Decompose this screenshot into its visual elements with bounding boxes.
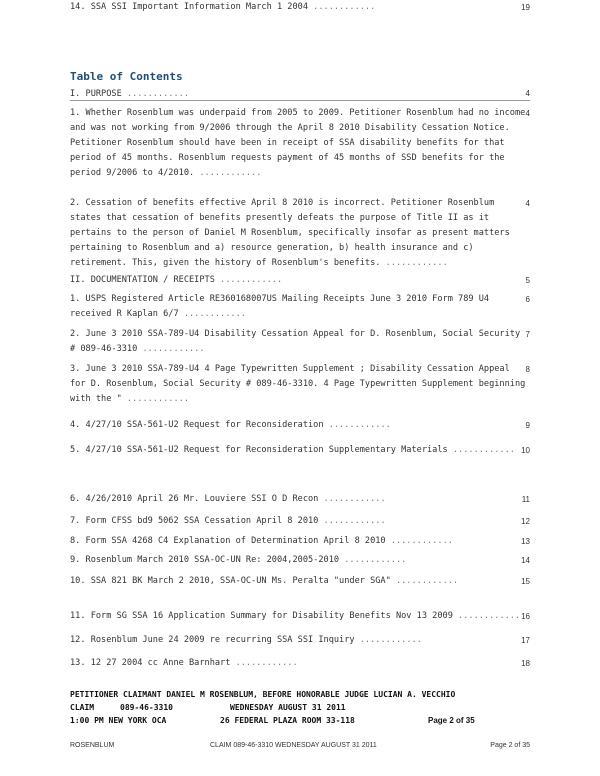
hearing-location: 26 FEDERAL PLAZA ROOM 33-118 (220, 716, 355, 725)
toc-page-number: 7 (525, 330, 530, 339)
toc-page-number: 12 (521, 517, 530, 526)
toc-leader-dots: ............ (390, 576, 459, 586)
toc-entry-text: II. DOCUMENTATION / RECEIPTS (70, 275, 215, 285)
toc-entry-text: 11. Form SG SSA 16 Application Summary for Disability Benefits Nov 13 2009 (70, 611, 453, 621)
toc-entry[interactable] (70, 553, 530, 568)
toc-entry-text: 10. SSA 821 BK March 2 2010, SSA-OC-UN Ms. Peralta "under SGA" (70, 576, 391, 586)
toc-leader-dots: ............ (380, 258, 448, 268)
toc-entry[interactable] (70, 656, 530, 671)
toc-entry[interactable] (70, 443, 530, 458)
toc-entry[interactable] (70, 362, 530, 407)
claim-label: CLAIM (70, 703, 95, 712)
toc-entry[interactable] (70, 534, 530, 549)
toc-entry-text: 9. Rosenblum March 2010 SSA-OC-UN Re: 2004,2005-2010 (70, 555, 340, 565)
toc-leader-dots: ............ (230, 658, 298, 668)
toc-leader-dots: ............ (354, 635, 422, 645)
toc-entry-text: 5. 4/27/10 SSA-561-U2 Request for Reconsideration Supplementary Materials (70, 445, 448, 455)
toc-page-number: 10 (521, 446, 530, 455)
header-block (70, 690, 530, 725)
toc-page-number: 14 (521, 556, 530, 565)
toc-page-number: 13 (521, 537, 530, 546)
toc-page-number: 16 (521, 612, 530, 621)
toc-leader-dots: ............ (214, 275, 283, 285)
toc-title: Table of Contents (70, 70, 183, 83)
toc-page-number: 18 (521, 659, 530, 668)
toc-entry-text: 12. Rosenblum June 24 2009 re recurring SSA SSI Inquiry (70, 635, 355, 645)
toc-entry-text: 8. Form SSA 4268 C4 Explanation of Determination April 8 2010 (70, 536, 386, 546)
toc-entry[interactable] (70, 88, 530, 101)
toc-entry[interactable] (70, 492, 530, 507)
toc-entry-text: 6. 4/26/2010 April 26 Mr. Louviere SSI O D Recon (70, 494, 319, 504)
toc-entry-text: I. PURPOSE (70, 89, 122, 99)
toc-leader-dots: ............ (323, 420, 391, 430)
toc-leader-dots: ............ (121, 89, 190, 99)
toc-entry[interactable] (70, 0, 530, 15)
footer-center: CLAIM 089-46-3310 WEDNESDAY AUGUST 31 2011 (210, 742, 377, 749)
toc-leader-dots: ............ (318, 516, 386, 526)
toc-entry-text: 14. SSA SSI Important Information March 1 2004 (70, 2, 308, 12)
footer-left: ROSENBLUM (70, 742, 115, 749)
toc-entry[interactable] (70, 273, 530, 288)
petitioner-line: PETITIONER CLAIMANT DANIEL M ROSENBLUM, BEFORE HONORABLE JUDGE LUCIAN A. VECCHIO (70, 690, 456, 699)
toc-page-number: 15 (521, 577, 530, 586)
toc-leader-dots: ............ (178, 309, 246, 319)
toc-leader-dots: ............ (137, 344, 205, 354)
toc-entry[interactable] (70, 196, 530, 271)
hearing-time: 1:00 PM NEW YORK OCA (70, 716, 167, 725)
toc-page-number: 19 (521, 3, 530, 12)
page-label: Page 2 of 35 (428, 716, 475, 725)
toc-page-number: 8 (525, 365, 530, 374)
toc-page-number: 4 (525, 89, 530, 98)
toc-entry-text: 2. June 3 2010 SSA-789-U4 Disability Cessation Appeal for D. Rosenblum, Social Security # 089-46-3310 (70, 329, 521, 354)
hearing-date: WEDNESDAY AUGUST 31 2011 (230, 703, 346, 712)
toc-entry-text: 4. 4/27/10 SSA-561-U2 Request for Reconsideration (70, 420, 324, 430)
toc-entry[interactable] (70, 106, 530, 181)
toc-page-number: 5 (525, 276, 530, 285)
toc-leader-dots: ............ (194, 168, 262, 178)
toc-entry-text: 13. 12 27 2004 cc Anne Barnhart (70, 658, 231, 668)
toc-entry[interactable] (70, 292, 530, 322)
claim-number: 089-46-3310 (120, 703, 173, 712)
toc-leader-dots: ............ (452, 611, 521, 621)
toc-page-number: 4 (525, 109, 530, 118)
toc-leader-dots: ............ (339, 555, 407, 565)
toc-page-number: 11 (521, 495, 530, 504)
toc-entry[interactable] (70, 418, 530, 433)
toc-leader-dots: ............ (318, 494, 386, 504)
toc-entry[interactable] (70, 609, 530, 624)
toc-entry-text: 2. Cessation of benefits effective April 8 2010 is incorrect. Petitioner Rosenblum states that cessation of benefits presently defeats the purpose of Title II as it pertains to the person of Daniel M Rosenblum, specifically insofar as present matters pertaining to Rosenblum and a) resource generation, b) health insurance and c) retirement. This, given the history of Rosenblum's benefits. (70, 198, 510, 268)
toc-leader-dots: ............ (308, 2, 376, 12)
toc-page-number: 17 (521, 636, 530, 645)
footer-right: Page 2 of 35 (490, 742, 530, 749)
toc-entry-text: 1. USPS Registered Article RE360168007US Mailing Receipts June 3 2010 Form 789 U4 received R Kaplan 6/7 (70, 294, 490, 319)
toc-entry[interactable] (70, 514, 530, 529)
toc-entry[interactable] (70, 633, 530, 648)
toc-entry[interactable] (70, 574, 530, 589)
toc-leader-dots: ............ (447, 445, 515, 455)
toc-entry-text: 3. June 3 2010 SSA-789-U4 4 Page Typewritten Supplement ; Disability Cessation Appeal for D. Rosenblum, Social Security # 089-46-3310. 4 Page Typewritten Supplement beginning with the " (70, 364, 526, 404)
toc-entry-text: 1. Whether Rosenblum was underpaid from 2005 to 2009. Petitioner Rosenblum had no income and was not working from 9/2006 through the April 8 2010 Disability Cessation Notice. Petitioner Rosenblum should have been in receipt of SSA disability benefits for that period of 45 months. Rosenblum requests payment of 45 months of SSD benefits for the period 9/2006 to 4/2010. (70, 108, 526, 178)
toc-leader-dots: ............ (121, 394, 190, 404)
toc-page-number: 9 (525, 421, 530, 430)
toc-leader-dots: ............ (385, 536, 453, 546)
toc-page-number: 4 (525, 199, 530, 208)
toc-page-number: 6 (525, 295, 530, 304)
toc-entry[interactable] (70, 327, 530, 357)
toc-entry-text: 7. Form CFSS bd9 5062 SSA Cessation April 8 2010 (70, 516, 319, 526)
